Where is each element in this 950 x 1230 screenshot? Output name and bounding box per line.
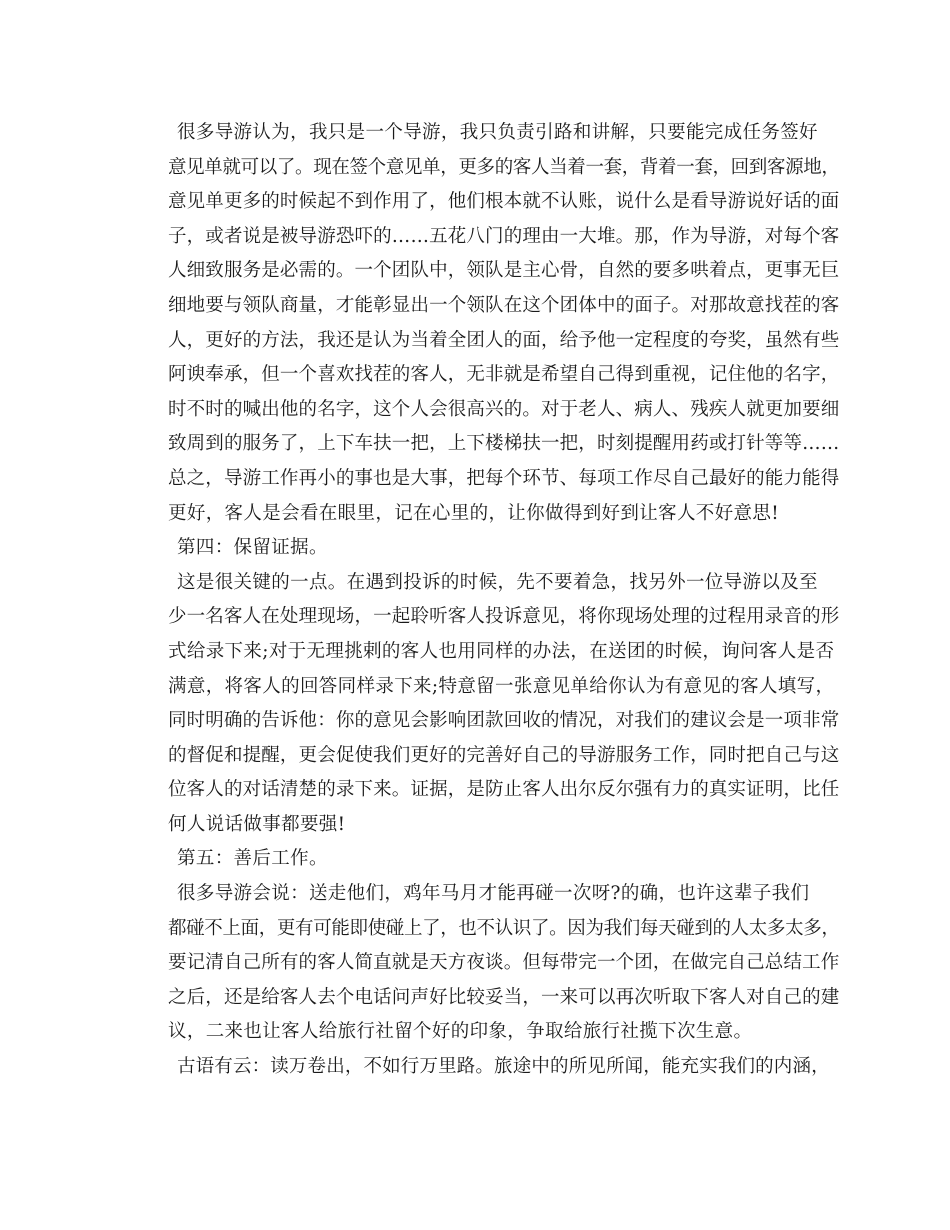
text-line: 少一名客人在处理现场，一起聆听客人投诉意见，将你现场处理的过程用录音的形 <box>168 606 840 628</box>
text-line: 这是很关键的一点。在遇到投诉的时候，先不要着急，找另外一位导游以及至 <box>177 571 818 593</box>
text-line: 阿谀奉承，但一个喜欢找茬的客人，无非就是希望自己得到重视，记住他的名字， <box>168 364 840 386</box>
text-line: 人细致服务是必需的。一个团队中，领队是主心骨，自然的要多哄着点，更事无巨 <box>168 260 840 282</box>
text-line: 人，更好的方法，我还是认为当着全团人的面，给予他一定程度的夸奖，虽然有些 <box>168 329 840 351</box>
text-line: 都碰不上面，更有可能即使碰上了，也不认识了。因为我们每天碰到的人太多太多， <box>168 917 840 939</box>
text-line: 意见单更多的时候起不到作用了，他们根本就不认账，说什么是看导游说好话的面 <box>168 191 840 213</box>
text-line: 很多导游会说：送走他们，鸡年马月才能再碰一次呀?的确，也许这辈子我们 <box>177 883 810 905</box>
text-line: 议，二来也让客人给旅行社留个好的印象，争取给旅行社揽下次生意。 <box>168 1021 753 1043</box>
text-line: 总之，导游工作再小的事也是大事，把每个环节、每项工作尽自己最好的能力能得 <box>168 467 840 489</box>
text-line: 的督促和提醒，更会促使我们更好的完善好自己的导游服务工作，同时把自己与这 <box>168 744 840 766</box>
text-line: 时不时的喊出他的名字，这个人会很高兴的。对于老人、病人、残疾人就更加要细 <box>168 398 840 420</box>
text-line: 何人说话做事都要强! <box>168 813 346 835</box>
text-line: 满意，将客人的回答同样录下来;特意留一张意见单给你认为有意见的客人填写， <box>168 675 835 697</box>
text-line: 同时明确的告诉他：你的意见会影响团款回收的情况，对我们的建议会是一项非常 <box>168 710 840 732</box>
body-text <box>168 116 840 1085</box>
text-line: 意见单就可以了。现在签个意见单，更多的客人当着一套，背着一套，回到客源地， <box>168 156 840 178</box>
text-line: 子，或者说是被导游恐吓的……五花八门的理由一大堆。那，作为导游，对每个客 <box>168 225 840 247</box>
text-line: 之后，还是给客人去个电话问声好比较妥当，一来可以再次听取下客人对自己的建 <box>168 986 840 1008</box>
text-line: 古语有云：读万卷出，不如行万里路。旅途中的所见所闻，能充实我们的内涵， <box>177 1056 830 1078</box>
text-line: 第五：善后工作。 <box>177 848 328 870</box>
text-line: 更好，客人是会看在眼里，记在心里的，让你做得到好到让客人不好意思! <box>168 502 779 524</box>
text-line: 式给录下来;对于无理挑剌的客人也用同样的办法，在送团的时候，询问客人是否 <box>168 640 835 662</box>
text-line: 要记清自己所有的客人简直就是天方夜谈。但每带完一个团，在做完自己总结工作 <box>168 952 840 974</box>
text-line: 位客人的对话清楚的录下来。证据，是防止客人出尔反尔强有力的真实证明，比任 <box>168 779 840 801</box>
text-line: 第四：保留证据。 <box>177 537 328 559</box>
text-line: 致周到的服务了，上下车扶一把，上下楼梯扶一把，时刻提醒用药或打针等等…… <box>168 433 840 455</box>
text-line: 细地要与领队商量，才能彰显出一个领队在这个团体中的面子。对那故意找茬的客 <box>168 294 840 316</box>
text-line: 很多导游认为，我只是一个导游，我只负责引路和讲解，只要能完成任务签好 <box>177 122 818 143</box>
